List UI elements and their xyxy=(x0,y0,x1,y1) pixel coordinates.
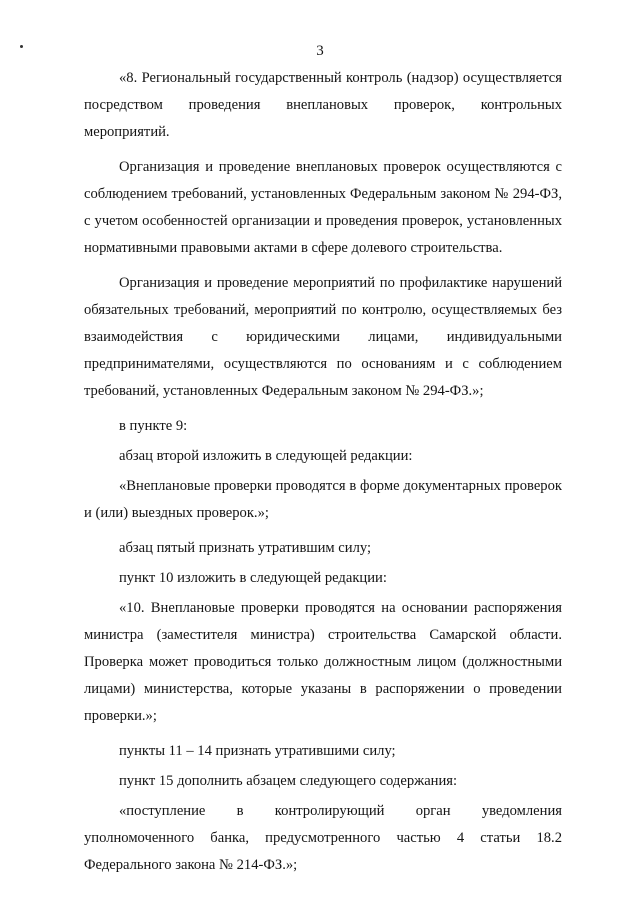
paragraph-second-abzac: абзац второй изложить в следующей редакции: xyxy=(119,448,413,464)
paragraph-regional-control: «8. Региональный государственный контроль (надзор) осуществляется посредством проведения внеплановых проверок, контрольных мероприятий. xyxy=(84,70,562,140)
paragraph-point-10-text: «10. Внеплановые проверки проводятся на основании распоряжения министра (заместителя министра) строительства Самарской области. Проверка может проводиться только должностным лицом (должностными лицами) министерства, которые указаны в распоряжении о проведении проверки.»; xyxy=(84,600,562,724)
paragraph-point-10: пункт 10 изложить в следующей редакции: xyxy=(119,570,387,586)
paragraph-point-15-text: «поступление в контролирующий орган уведомления уполномоченного банка, предусмотренного частью 4 статьи 18.2 Федерального закона № 214-ФЗ.»; xyxy=(84,803,562,873)
paragraph-point-15: пункт 15 дополнить абзацем следующего содержания: xyxy=(119,773,458,789)
paragraph-unscheduled-inspections: Организация и проведение внеплановых проверок осуществляются с соблюдением требований, установленных Федеральным законом № 294-ФЗ, с учетом особенностей организации и проведения проверок, установленных нормативными правовыми актами в сфере долевого строительства. xyxy=(84,159,562,256)
paragraph-fifth-abzac: абзац пятый признать утратившим силу; xyxy=(119,540,372,556)
document-body xyxy=(84,65,562,887)
paragraph-prevention-measures: Организация и проведение мероприятий по профилактике нарушений обязательных требований, мероприятий по контролю, осуществляемых без взаимодействия с юридическими лицами, индивидуальными предпринимателями, осуществляются по основаниям и с соблюдением требований, установленных Федеральным законом № 294-ФЗ.»; xyxy=(84,275,562,399)
paragraph-point-9: в пункте 9: xyxy=(119,418,188,434)
page-number: 3 xyxy=(316,43,324,59)
paragraph-inspection-forms: «Внеплановые проверки проводятся в форме документарных проверок и (или) выездных проверок.»; xyxy=(84,478,562,521)
paragraph-points-11-14: пункты 11 – 14 признать утратившими силу; xyxy=(119,743,396,759)
